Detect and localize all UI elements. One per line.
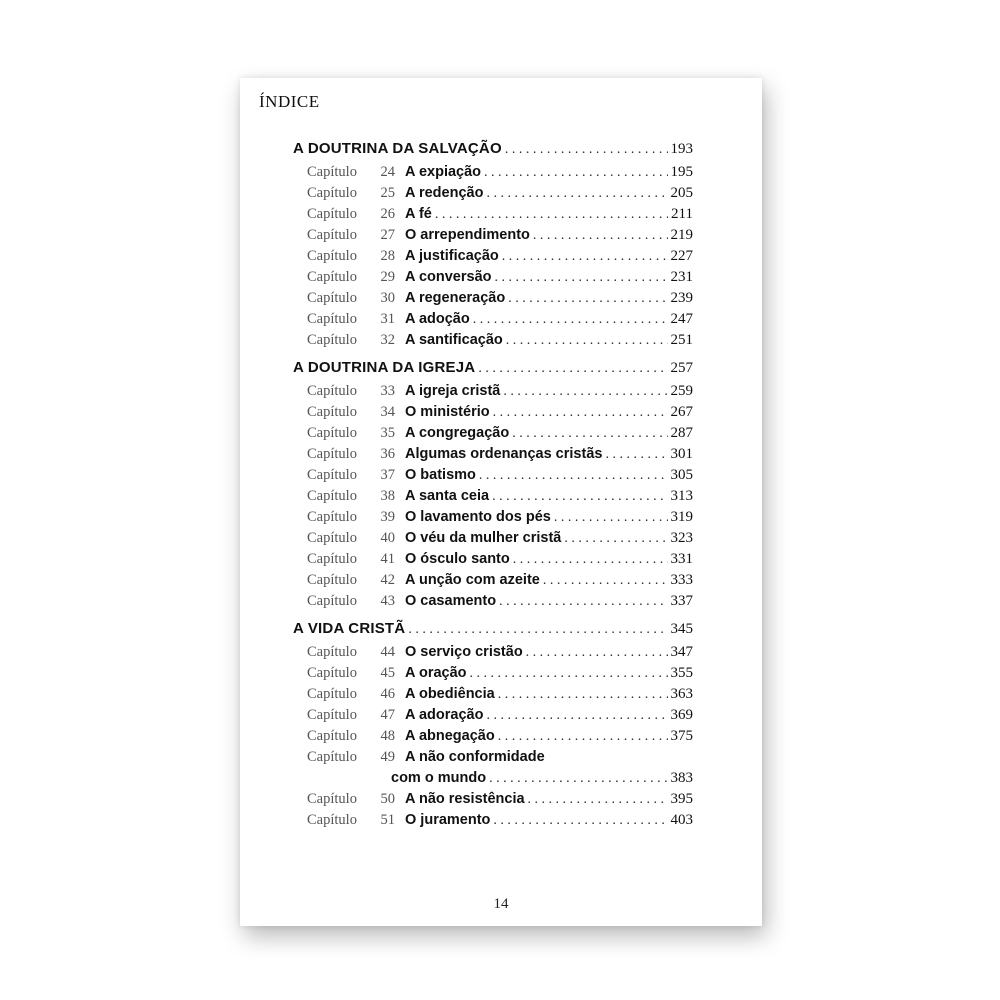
chapter-page-number: 211 bbox=[671, 206, 693, 222]
chapter-label: Capítulo bbox=[307, 551, 357, 567]
chapter-title: A justificação bbox=[405, 248, 499, 264]
dot-leader bbox=[533, 225, 668, 246]
dot-leader bbox=[435, 204, 668, 225]
chapter-number: 24 bbox=[380, 164, 395, 180]
dot-leader bbox=[543, 570, 668, 591]
toc-chapter-row bbox=[293, 309, 693, 330]
toc-chapter-row bbox=[293, 246, 693, 267]
chapter-page-number: 305 bbox=[670, 467, 693, 483]
dot-leader bbox=[495, 267, 668, 288]
dot-leader bbox=[508, 288, 667, 309]
chapter-number: 39 bbox=[380, 509, 395, 525]
toc-chapter-row bbox=[293, 507, 693, 528]
chapter-page-number: 323 bbox=[670, 530, 693, 546]
toc-chapter-row bbox=[293, 726, 693, 747]
chapter-title: A regeneração bbox=[405, 290, 506, 306]
section-page-number: 257 bbox=[670, 360, 693, 376]
chapter-title: O ósculo santo bbox=[405, 551, 510, 567]
toc-chapter-row bbox=[293, 330, 693, 351]
chapter-page-number: 231 bbox=[670, 269, 693, 285]
chapter-number: 35 bbox=[380, 425, 395, 441]
chapter-page-number: 287 bbox=[670, 425, 693, 441]
chapter-label: Capítulo bbox=[307, 185, 357, 201]
toc-chapter-row bbox=[293, 705, 693, 726]
dot-leader bbox=[486, 705, 667, 726]
chapter-number: 42 bbox=[380, 572, 395, 588]
chapter-label: Capítulo bbox=[307, 206, 357, 222]
toc-chapter-continuation-row bbox=[293, 768, 693, 789]
chapter-number: 38 bbox=[380, 488, 395, 504]
toc-chapter-row bbox=[293, 288, 693, 309]
chapter-label: Capítulo bbox=[307, 467, 357, 483]
chapter-page-number: 363 bbox=[670, 686, 693, 702]
chapter-title: O véu da mulher cristã bbox=[405, 530, 562, 546]
toc-chapter-row bbox=[293, 789, 693, 810]
chapter-title: O batismo bbox=[405, 467, 476, 483]
dot-leader bbox=[526, 642, 668, 663]
chapter-number: 48 bbox=[380, 728, 395, 744]
dot-leader bbox=[564, 528, 667, 549]
chapter-page-number: 267 bbox=[670, 404, 693, 420]
chapter-label: Capítulo bbox=[307, 791, 357, 807]
chapter-label: Capítulo bbox=[307, 425, 357, 441]
chapter-title: A santa ceia bbox=[405, 488, 490, 504]
chapter-label: Capítulo bbox=[307, 572, 357, 588]
dot-leader bbox=[493, 810, 667, 831]
chapter-number: 46 bbox=[380, 686, 395, 702]
chapter-label: Capítulo bbox=[307, 707, 357, 723]
chapter-page-number: 247 bbox=[670, 311, 693, 327]
chapter-label: Capítulo bbox=[307, 488, 357, 504]
toc-chapter-row bbox=[293, 183, 693, 204]
chapter-label: Capítulo bbox=[307, 290, 357, 306]
toc-chapter-row bbox=[293, 444, 693, 465]
toc-section-row bbox=[293, 355, 693, 381]
toc-chapter-row bbox=[293, 528, 693, 549]
dot-leader bbox=[513, 549, 668, 570]
chapter-title: A fé bbox=[405, 206, 432, 222]
chapter-title: O serviço cristão bbox=[405, 644, 523, 660]
dot-leader bbox=[493, 402, 668, 423]
chapter-page-number: 355 bbox=[670, 665, 693, 681]
chapter-title: A obediência bbox=[405, 686, 495, 702]
dot-leader bbox=[498, 726, 668, 747]
section-page-number: 345 bbox=[670, 621, 693, 637]
toc-chapter-row bbox=[293, 465, 693, 486]
dot-leader bbox=[489, 768, 667, 789]
chapter-page-number: 369 bbox=[670, 707, 693, 723]
chapter-number: 47 bbox=[380, 707, 395, 723]
dot-leader bbox=[473, 309, 668, 330]
section-title: A DOUTRINA DA IGREJA bbox=[293, 359, 476, 376]
chapter-title: A expiação bbox=[405, 164, 482, 180]
chapter-label: Capítulo bbox=[307, 728, 357, 744]
chapter-page-number: 219 bbox=[670, 227, 693, 243]
dot-leader bbox=[470, 663, 668, 684]
chapter-page-number: 333 bbox=[670, 572, 693, 588]
toc-chapter-row bbox=[293, 549, 693, 570]
chapter-title: A adoração bbox=[405, 707, 484, 723]
toc-chapter-row bbox=[293, 747, 693, 768]
chapter-label: Capítulo bbox=[307, 812, 357, 828]
chapter-number: 51 bbox=[380, 812, 395, 828]
dot-leader bbox=[554, 507, 668, 528]
chapter-label: Capítulo bbox=[307, 311, 357, 327]
toc-chapter-row bbox=[293, 423, 693, 444]
chapter-page-number: 251 bbox=[670, 332, 693, 348]
book-page bbox=[240, 78, 762, 926]
chapter-title: O ministério bbox=[405, 404, 490, 420]
chapter-title: A abnegação bbox=[405, 728, 495, 744]
chapter-number: 30 bbox=[380, 290, 395, 306]
chapter-page-number: 403 bbox=[670, 812, 693, 828]
chapter-label: Capítulo bbox=[307, 404, 357, 420]
chapter-label: Capítulo bbox=[307, 530, 357, 546]
chapter-number: 25 bbox=[380, 185, 395, 201]
chapter-title: Algumas ordenanças cristãs bbox=[405, 446, 603, 462]
chapter-title-continuation: com o mundo bbox=[391, 770, 487, 786]
toc-chapter-row bbox=[293, 591, 693, 612]
toc-section-row bbox=[293, 136, 693, 162]
chapter-number: 26 bbox=[380, 206, 395, 222]
chapter-number: 29 bbox=[380, 269, 395, 285]
toc-chapter-row bbox=[293, 225, 693, 246]
toc-chapter-row bbox=[293, 486, 693, 507]
dot-leader bbox=[499, 591, 667, 612]
page-number: 14 bbox=[493, 896, 509, 912]
chapter-label: Capítulo bbox=[307, 332, 357, 348]
chapter-label: Capítulo bbox=[307, 665, 357, 681]
chapter-number: 50 bbox=[380, 791, 395, 807]
chapter-label: Capítulo bbox=[307, 593, 357, 609]
chapter-number: 32 bbox=[380, 332, 395, 348]
chapter-page-number: 313 bbox=[670, 488, 693, 504]
toc-section-row bbox=[293, 616, 693, 642]
chapter-number: 33 bbox=[380, 383, 395, 399]
chapter-label: Capítulo bbox=[307, 248, 357, 264]
dot-leader bbox=[605, 444, 667, 465]
dot-leader bbox=[506, 330, 668, 351]
chapter-number: 45 bbox=[380, 665, 395, 681]
chapter-label: Capítulo bbox=[307, 686, 357, 702]
chapter-title: O casamento bbox=[405, 593, 497, 609]
chapter-number: 43 bbox=[380, 593, 395, 609]
chapter-page-number: 319 bbox=[670, 509, 693, 525]
chapter-number: 36 bbox=[380, 446, 395, 462]
chapter-title: A santificação bbox=[405, 332, 503, 348]
chapter-label: Capítulo bbox=[307, 644, 357, 660]
chapter-title: O arrependimento bbox=[405, 227, 530, 243]
chapter-page-number: 195 bbox=[670, 164, 693, 180]
chapter-number: 49 bbox=[380, 749, 395, 765]
chapter-label: Capítulo bbox=[307, 164, 357, 180]
section-title: A DOUTRINA DA SALVAÇÃO bbox=[293, 140, 502, 157]
dot-leader bbox=[528, 789, 668, 810]
toc-chapter-row bbox=[293, 642, 693, 663]
dot-leader bbox=[505, 137, 668, 162]
chapter-title: A não resistência bbox=[405, 791, 525, 807]
dot-leader bbox=[486, 183, 667, 204]
chapter-page-number: 205 bbox=[670, 185, 693, 201]
chapter-page-number: 331 bbox=[670, 551, 693, 567]
chapter-number: 44 bbox=[380, 644, 395, 660]
section-page-number: 193 bbox=[670, 141, 693, 157]
toc-chapter-row bbox=[293, 810, 693, 831]
running-head: ÍNDICE bbox=[259, 92, 320, 111]
toc-chapter-row bbox=[293, 570, 693, 591]
table-of-contents bbox=[293, 136, 693, 831]
toc-chapter-row bbox=[293, 162, 693, 183]
chapter-title: O lavamento dos pés bbox=[405, 509, 551, 525]
chapter-number: 41 bbox=[380, 551, 395, 567]
dot-leader bbox=[492, 486, 667, 507]
chapter-title: A oração bbox=[405, 665, 467, 681]
toc-chapter-row bbox=[293, 267, 693, 288]
dot-leader bbox=[479, 465, 668, 486]
chapter-title: A igreja cristã bbox=[405, 383, 501, 399]
chapter-label: Capítulo bbox=[307, 446, 357, 462]
chapter-label: Capítulo bbox=[307, 227, 357, 243]
chapter-title: O juramento bbox=[405, 812, 491, 828]
dot-leader bbox=[484, 162, 667, 183]
section-title: A VIDA CRISTÃ bbox=[293, 620, 406, 637]
chapter-number: 27 bbox=[380, 227, 395, 243]
chapter-page-number: 337 bbox=[670, 593, 693, 609]
chapter-page-number: 259 bbox=[670, 383, 693, 399]
toc-chapter-row bbox=[293, 204, 693, 225]
chapter-page-number: 239 bbox=[670, 290, 693, 306]
chapter-number: 34 bbox=[380, 404, 395, 420]
chapter-label: Capítulo bbox=[307, 749, 357, 765]
chapter-title: A não conformidade bbox=[405, 749, 545, 765]
dot-leader bbox=[478, 356, 667, 381]
chapter-page-number: 383 bbox=[670, 770, 693, 786]
chapter-title: A redenção bbox=[405, 185, 484, 201]
chapter-number: 28 bbox=[380, 248, 395, 264]
dot-leader bbox=[498, 684, 668, 705]
chapter-number: 37 bbox=[380, 467, 395, 483]
toc-chapter-row bbox=[293, 663, 693, 684]
dot-leader bbox=[503, 381, 667, 402]
chapter-page-number: 301 bbox=[670, 446, 693, 462]
toc-chapter-row bbox=[293, 402, 693, 423]
chapter-label: Capítulo bbox=[307, 509, 357, 525]
chapter-page-number: 395 bbox=[670, 791, 693, 807]
chapter-title: A congregação bbox=[405, 425, 510, 441]
chapter-title: A conversão bbox=[405, 269, 492, 285]
chapter-title: A unção com azeite bbox=[405, 572, 540, 588]
dot-leader bbox=[512, 423, 667, 444]
chapter-page-number: 347 bbox=[670, 644, 693, 660]
chapter-label: Capítulo bbox=[307, 269, 357, 285]
chapter-page-number: 227 bbox=[670, 248, 693, 264]
dot-leader bbox=[502, 246, 668, 267]
chapter-number: 40 bbox=[380, 530, 395, 546]
chapter-label: Capítulo bbox=[307, 383, 357, 399]
toc-chapter-row bbox=[293, 381, 693, 402]
chapter-number: 31 bbox=[380, 311, 395, 327]
toc-chapter-row bbox=[293, 684, 693, 705]
chapter-page-number: 375 bbox=[670, 728, 693, 744]
dot-leader bbox=[408, 617, 667, 642]
chapter-title: A adoção bbox=[405, 311, 470, 327]
